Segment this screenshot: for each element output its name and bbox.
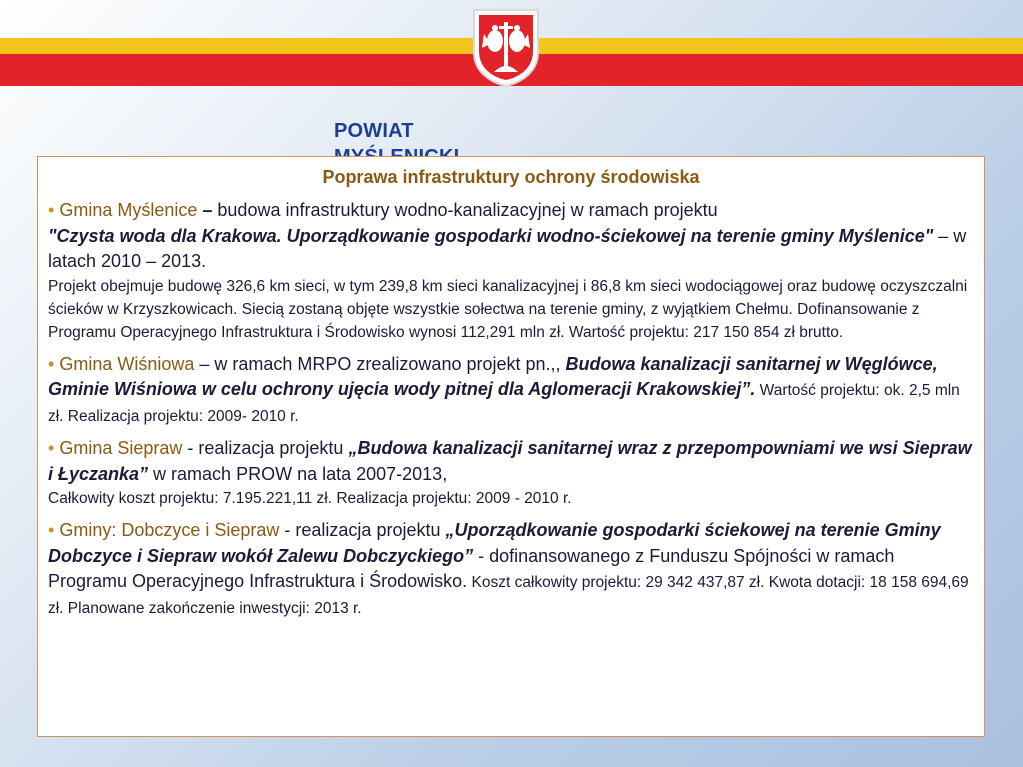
list-item [48, 198, 974, 344]
project-details: Koszt całkowity projektu: 29 342 437,87 zł. Kwota dotacji: 18 158 694,69 zł. Planowane zakończenie inwestycji: 2013 r. [48, 574, 969, 617]
project-name: „Uporządkowanie gospodarki ściekowej na terenie Gminy Dobczyce i Siepraw wokół Zalewu Dobczyckiego” [48, 520, 941, 566]
content-panel [37, 156, 985, 737]
project-intro: - realizacja projektu [279, 520, 446, 540]
bullet: • [48, 353, 55, 374]
project-intro: - realizacja projektu [182, 438, 349, 458]
list-item [48, 518, 974, 620]
project-name: „Budowa kanalizacji sanitarnej wraz z przepompowniami we wsi Siepraw i Łyczanka” [48, 438, 972, 484]
coat-of-arms-icon [470, 6, 542, 88]
municipality-name: Gmina Siepraw [59, 438, 183, 458]
project-intro: budowa infrastruktury wodno-kanalizacyjnej w ramach projektu [212, 200, 718, 220]
project-name: Budowa kanalizacji sanitarnej w Węglówce, Gminie Wiśniowa w celu ochrony ujęcia wody pitnej dla Aglomeracji Krakowskiej”. [48, 353, 938, 399]
project-details: Wartość projektu: ok. 2,5 mln zł. Realizacja projektu: 2009- 2010 r. [48, 382, 960, 425]
dash: – [202, 200, 213, 220]
project-intro: – w ramach MRPO zrealizowano projekt pn.,, [194, 353, 566, 374]
project-details: Projekt obejmuje budowę 326,6 km sieci, w tym 239,8 km sieci kanalizacyjnej i 86,8 km sieci wodociągowej oraz budowę oczyszczalni ścieków w Krzyszkowicach. Siecią zostaną objęte wszystkie sołectwa na terenie gminy, z wyjątkiem Chełmu. Dofinansowanie z Programu Operacyjnego Infrastruktura i Środowisko wynosi 112,291 mln zł. Wartość projektu: 217 150 854 zł brutto. [48, 277, 968, 341]
panel-title: Poprawa infrastruktury ochrony środowiska [322, 167, 700, 187]
project-tail: – w latach 2010 – 2013. [48, 225, 967, 271]
project-tail: w ramach PROW na lata 2007-2013, [148, 463, 448, 484]
municipality-name: Gminy: Dobczyce i Siepraw [59, 520, 280, 540]
project-details: Całkowity koszt projektu: 7.195.221,11 zł. Realizacja projektu: 2009 - 2010 r. [48, 490, 572, 507]
municipality-name: Gmina Myślenice [59, 200, 198, 220]
bullet: • [48, 438, 55, 458]
municipality-name: Gmina Wiśniowa [59, 353, 195, 374]
brand-name: POWIAT [334, 120, 414, 142]
bullet: • [48, 200, 55, 220]
project-name: "Czysta woda dla Krakowa. Uporządkowanie gospodarki wodno-ściekowej na terenie gminy Myślenice" [48, 225, 934, 246]
project-tail: - dofinansowanego z Funduszu Spójności w ramach Programu Operacyjnego Infrastruktura i Środowisko. [48, 545, 895, 591]
list-item [48, 352, 974, 429]
bullet: • [48, 520, 55, 540]
list-item [48, 436, 974, 510]
